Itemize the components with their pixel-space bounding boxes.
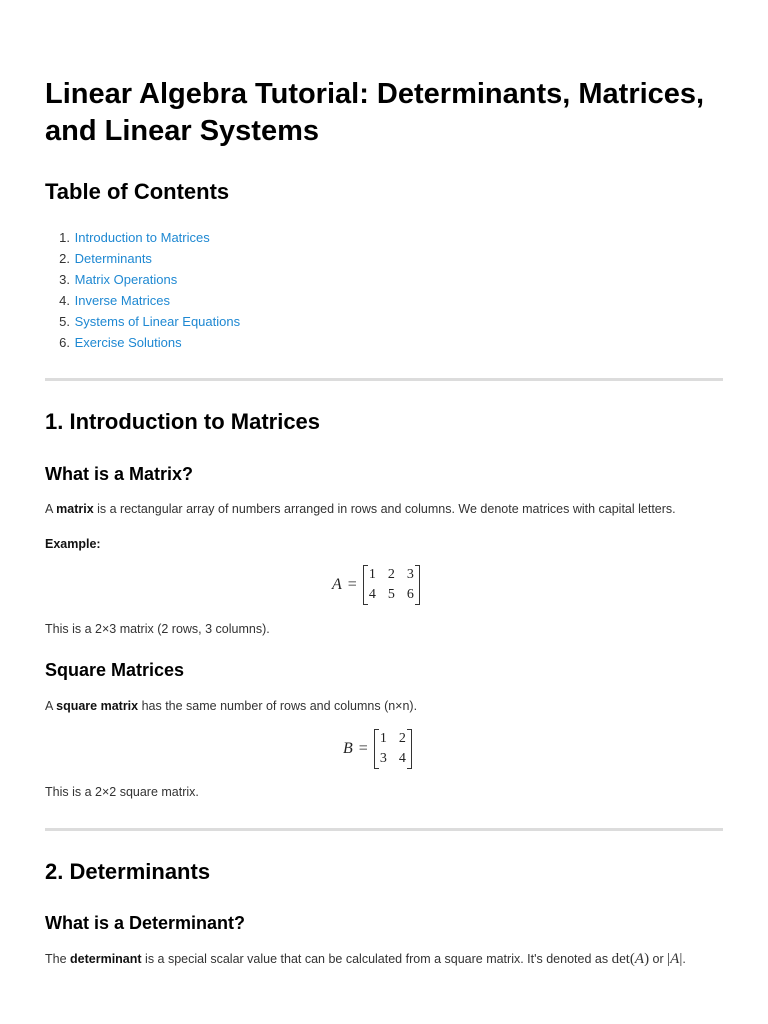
text-run: A [45, 699, 57, 713]
matrix-a-note: This is a 2×3 matrix (2 rows, 3 columns). [45, 622, 270, 636]
toc-item-number: 4. [59, 293, 70, 308]
toc-item-number: 2. [59, 251, 70, 266]
square-matrix-paragraph [45, 697, 723, 715]
table-of-contents [45, 227, 240, 353]
matrix-a-equation [332, 565, 420, 605]
page-title: Linear Algebra Tutorial: Determinants, Matrices, and Linear Systems [45, 78, 705, 147]
toc-item-number: 6. [59, 335, 70, 350]
text-run: A [45, 502, 57, 516]
matrix-cell: 6 [406, 587, 414, 602]
example-label: Example: [45, 537, 101, 551]
matrix-b-note: This is a 2×2 square matrix. [45, 785, 199, 799]
toc-item [45, 332, 240, 353]
toc-item [45, 269, 240, 290]
toc-item [45, 248, 240, 269]
text-run: The [45, 952, 71, 966]
toc-heading: Table of Contents [45, 179, 230, 204]
bold-term-determinant: determinant [70, 952, 142, 966]
abs-notation: |A| [667, 951, 683, 967]
matrix-cell: 3 [406, 567, 414, 582]
text-run: has the same number of rows and columns (n×n). [138, 699, 418, 713]
determinant-definition-paragraph [45, 950, 723, 968]
toc-link-systems-of-linear-equations[interactable]: Systems of Linear Equations [74, 314, 241, 329]
matrix-b-equation [343, 729, 412, 769]
matrix-b [374, 729, 412, 769]
section-divider [45, 828, 723, 831]
subsection-heading-what-is-a-matrix: What is a Matrix? [45, 464, 194, 484]
equals-sign: = [347, 576, 357, 593]
section-divider [45, 378, 723, 381]
matrix-cell: 1 [379, 731, 387, 746]
matrix-a [363, 565, 420, 605]
matrix-cell: 2 [387, 567, 395, 582]
matrix-cell: 2 [398, 731, 406, 746]
text-run: or [649, 952, 668, 966]
matrix-name-b: B [343, 740, 353, 757]
bold-term-square-matrix: square matrix [56, 699, 139, 713]
subsection-heading-what-is-a-determinant: What is a Determinant? [45, 913, 246, 933]
toc-item-number: 1. [59, 230, 70, 245]
toc-link-matrix-operations[interactable]: Matrix Operations [74, 272, 178, 287]
matrix-cell: 5 [387, 587, 395, 602]
matrix-definition-paragraph [45, 500, 723, 518]
text-run: . [682, 952, 686, 966]
section-heading-determinants: 2. Determinants [45, 859, 211, 884]
toc-item [45, 290, 240, 311]
matrix-cell: 3 [379, 751, 387, 766]
matrix-cell: 4 [368, 587, 376, 602]
toc-item-number: 3. [59, 272, 70, 287]
text-run: is a rectangular array of numbers arranged in rows and columns. We denote matrices with capital letters. [93, 502, 676, 516]
abs-variable: A [670, 951, 680, 967]
det-variable: A [634, 951, 645, 967]
toc-link-determinants[interactable]: Determinants [74, 251, 152, 266]
toc-item [45, 311, 240, 332]
section-heading-introduction: 1. Introduction to Matrices [45, 409, 321, 434]
det-function: det [611, 951, 630, 967]
matrix-cell: 1 [368, 567, 376, 582]
det-notation: det(A) [611, 951, 650, 967]
subsection-heading-square-matrices: Square Matrices [45, 660, 185, 680]
equals-sign: = [358, 740, 368, 757]
text-run: is a special scalar value that can be calculated from a square matrix. It's denoted as [141, 952, 612, 966]
matrix-cell: 4 [398, 751, 406, 766]
toc-link-introduction-to-matrices[interactable]: Introduction to Matrices [74, 230, 210, 245]
matrix-name-a: A [332, 576, 342, 593]
toc-item-number: 5. [59, 314, 70, 329]
toc-link-exercise-solutions[interactable]: Exercise Solutions [74, 335, 182, 350]
toc-link-inverse-matrices[interactable]: Inverse Matrices [74, 293, 170, 308]
bold-term-matrix: matrix [56, 502, 94, 516]
toc-item [45, 227, 240, 248]
